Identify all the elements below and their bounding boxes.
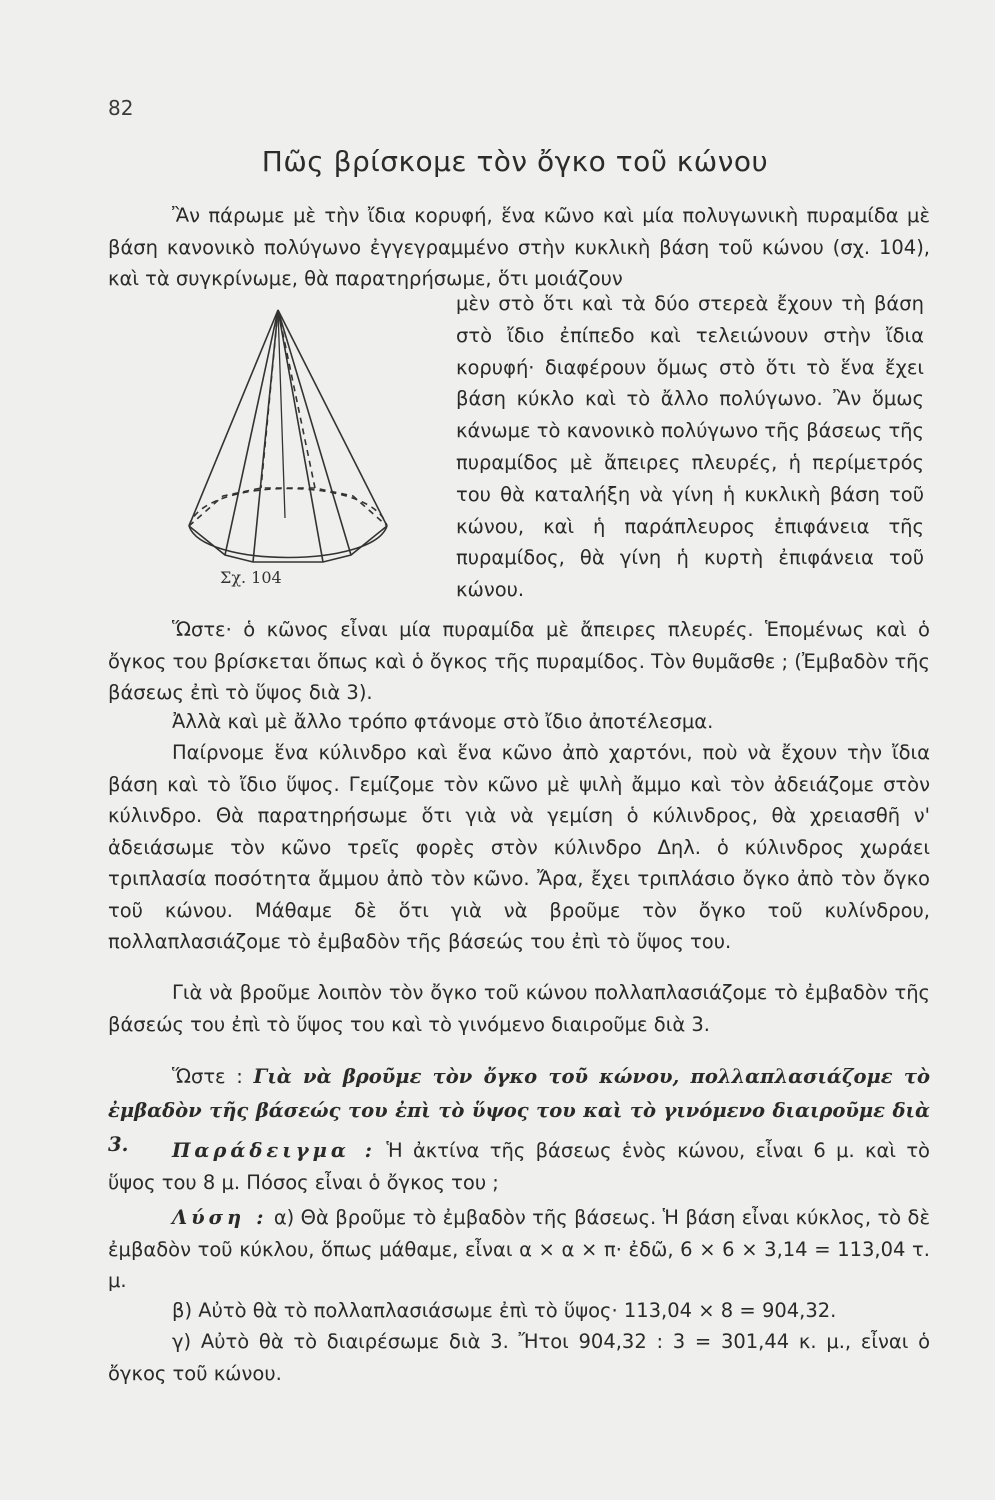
solution-a-text: α) Θὰ βροῦμε τὸ ἐμβαδὸν τῆς βάσεως. Ἡ βάση εἶναι κύκλος, τὸ δὲ ἐμβαδὸν τοῦ κύκλου, ὅπως μάθαμε, εἶναι α × α × π· ἐδῶ, 6 × 6 × 3,14 = 113,04 τ. μ. [108, 1206, 930, 1292]
example-paragraph [108, 1135, 930, 1198]
paragraph-wste [108, 614, 930, 709]
paragraph-kylindros-text: Παίρνομε ἕνα κύλινδρο καὶ ἕνα κῶνο ἀπὸ χαρτόνι, ποὺ νὰ ἔχουν τὴν ἴδια βάση καὶ τὸ ἴδιο ὕψος. Γεμίζομε τὸν κῶνο μὲ ψιλὴ ἄμμο καὶ τὸν ἀδειάζομε στὸν κύλινδρο. Θὰ παρατηρήσωμε ὅτι γιὰ νὰ γεμίση ὁ κύλινδρος, θὰ χρειασθῆ ν' ἀδειάσωμε τὸν κῶνο τρεῖς φορὲς στὸν κύλινδρο Δηλ. ὁ κύλινδρος χωράει τριπλασία ποσότητα ἄμμου ἀπὸ τὸν κῶνο. Ἄρα, ἔχει τριπλάσιο ὄγκο ἀπὸ τὸν ὄγκο τοῦ κώνου. Μάθαμε δὲ ὅτι γιὰ νὰ βροῦμε τὸν ὄγκο τοῦ κυλίνδρου, πολλαπλασιάζομε τὸ ἐμβαδὸν τῆς βάσεώς του ἐπὶ τὸ ὕψος του. [108, 741, 930, 953]
solution-label: Λύση : [172, 1206, 268, 1229]
side-paragraph: μὲν στὸ ὅτι καὶ τὰ δύο στερεὰ ἔχουν τὴ βάση στὸ ἴδιο ἐπίπεδο καὶ τελειώνουν στὴν ἴδια κορυφή· διαφέρουν ὅμως στὸ ὅτι τὸ ἕνα ἔχει βάση κύκλο καὶ τὸ ἄλλο πολύγωνο. Ἂν ὅμως κάνωμε τὸ κανονικὸ πολύγωνο τῆς βάσεως τῆς πυραμίδος μὲ ἄπειρες πλευρές, ἡ περίμετρός του θὰ καταλήξη νὰ γίνη ἡ κυκλικὴ βάση τοῦ κώνου, καὶ ἡ παράπλευρος ἐπιφάνεια τῆς πυραμίδος, θὰ γίνη ἡ κυρτὴ ἐπιφάνεια τοῦ κώνου. [456, 292, 924, 602]
paragraph-allo-text: Ἀλλὰ καὶ μὲ ἄλλο τρόπο φτάνομε στὸ ἴδιο ἀποτέλεσμα. [172, 710, 714, 733]
cone-pyramid-figure [183, 298, 398, 593]
solution-b-text: β) Αὐτὸ θὰ τὸ πολλαπλασιάσωμε ἐπὶ τὸ ὕψος· 113,04 × 8 = 904,32. [172, 1299, 837, 1322]
solution-c-text: γ) Αὐτὸ θὰ τὸ διαιρέσωμε διὰ 3. Ἤτοι 904,32 : 3 = 301,44 κ. μ., εἶναι ὁ ὄγκος τοῦ κώνου. [108, 1330, 930, 1385]
intro-paragraph [108, 200, 930, 295]
rule-prefix: Ὥστε : [172, 1065, 243, 1088]
figure-caption: Σχ. 104 [220, 568, 282, 587]
paragraph-allo [108, 706, 930, 738]
pyramid-edge-1 [225, 310, 278, 555]
polygon-base-front [189, 526, 387, 562]
section-title: Πῶς βρίσκομε τὸν ὄγκο τοῦ κώνου [261, 145, 769, 178]
cone-base-front [189, 526, 387, 558]
paragraph-kylindros [108, 737, 930, 958]
paragraph-wste-text: Ὥστε· ὁ κῶνος εἶναι μία πυραμίδα μὲ ἄπειρες πλευρές. Ἑπομένως καὶ ὁ ὄγκος του βρίσκεται ὅπως καὶ ὁ ὄγκος τῆς πυραμίδος. Τὸν θυμᾶσθε ; (Ἐμβαδὸν τῆς βάσεως ἐπὶ τὸ ὕψος διὰ 3). [108, 618, 930, 704]
page-number: 82 [108, 96, 134, 120]
paragraph-loipon-text: Γιὰ νὰ βροῦμε λοιπὸν τὸν ὄγκο τοῦ κώνου πολλαπλασιάζομε τὸ ἐμβαδὸν τῆς βάσεώς του ἐπὶ τὸ ὕψος του καὶ τὸ γινόμενο διαιροῦμε διὰ 3. [108, 981, 930, 1036]
solution-paragraph-a [108, 1202, 930, 1297]
example-label: Παράδειγμα : [172, 1139, 376, 1162]
example-text: Ἡ ἀκτίνα τῆς βάσεως ἑνὸς κώνου, εἶναι 6 μ. καὶ τὸ ὕψος του 8 μ. Πόσος εἶναι ὁ ὄγκος του ; [108, 1139, 930, 1194]
polygon-base-back [189, 488, 387, 526]
cone-base-back [189, 489, 387, 527]
intro-text: Ἂν πάρωμε μὲ τὴν ἴδια κορυφή, ἕνα κῶνο καὶ μία πολυγωνικὴ πυραμίδα μὲ βάση κανονικὸ πολύγωνο ἐγγεγραμμένο στὴν κυκλικὴ βάση τοῦ κώνου (σχ. 104), καὶ τὰ συγκρίνωμε, θὰ παρατηρήσωμε, ὅτι μοιάζουν [108, 204, 930, 290]
solution-paragraph-b [108, 1295, 930, 1327]
paragraph-loipon [108, 977, 930, 1040]
solution-paragraph-c [108, 1326, 930, 1389]
rule-text: Γιὰ νὰ βροῦμε τὸν ὄγκο τοῦ κώνου, πολλαπλασιάζομε τὸ ἐμβαδὸν τῆς βάσεώς του ἐπὶ τὸ ὕψος του καὶ τὸ γινόμενο διαιροῦμε διὰ 3. [108, 1065, 931, 1156]
